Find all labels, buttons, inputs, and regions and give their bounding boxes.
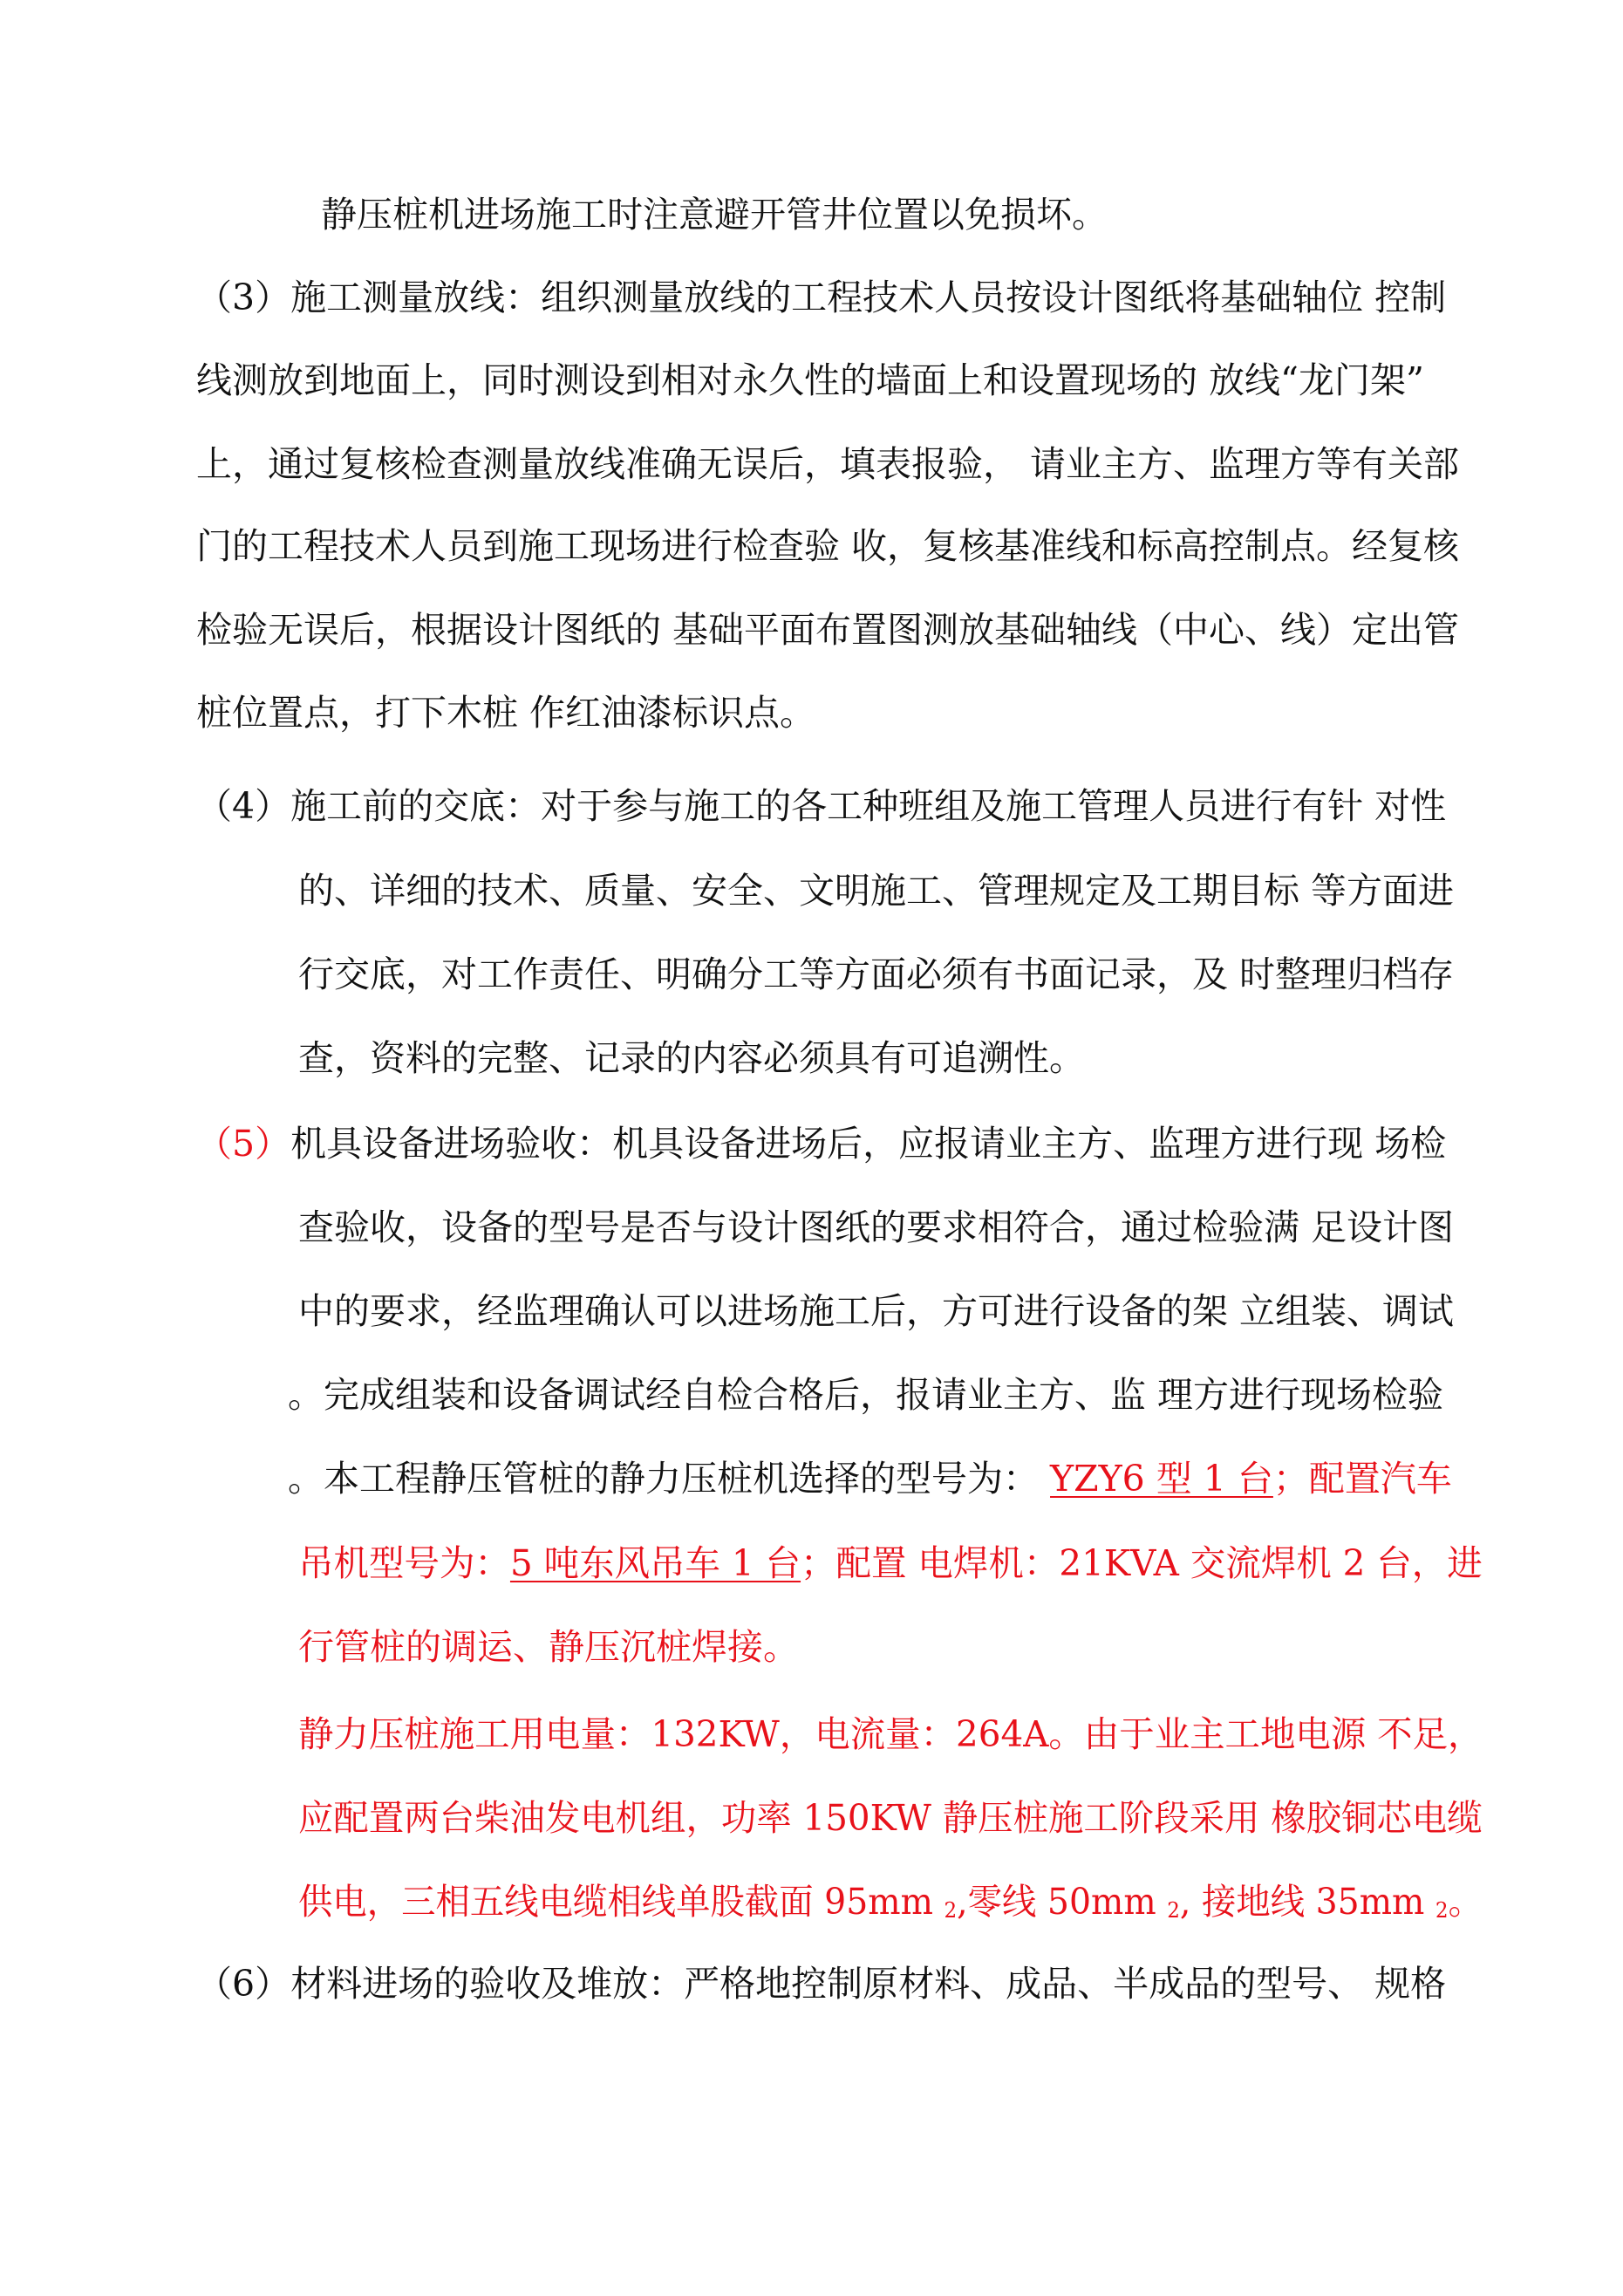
item5-line-7: 行管桩的调运、静压沉桩焊接。 xyxy=(298,1626,799,1668)
crane-model: 5 吨东风吊车 1 台 xyxy=(509,1542,801,1584)
item5-line-10-a: 供电，三相五线电缆相线单股截面 95mm xyxy=(298,1881,944,1923)
item3-line-2: 线测放到地面上，同时测设到相对永久性的墙面上和设置现场的 放线“龙门架” xyxy=(196,359,1424,401)
item5-line-10-c: , 接地线 35mm xyxy=(1179,1881,1435,1923)
pile-machine-model: YZY6 型 1 台 xyxy=(1050,1458,1273,1500)
item5-line-4: 。完成组装和设备调试经自检合格后，报请业主方、监 理方进行现场检验 xyxy=(288,1374,1444,1416)
item5-line-6 xyxy=(298,1537,1483,1589)
item4-line-2: 的、详细的技术、质量、安全、文明施工、管理规定及工期目标 等方面进 xyxy=(298,870,1455,912)
item5-line-1 xyxy=(196,1117,1446,1170)
item5-line-5 xyxy=(288,1452,1452,1505)
item5-line-10 xyxy=(298,1876,1483,1928)
item5-line-3: 中的要求，经监理确认可以进场施工后，方可进行设备的架 立组装、调试 xyxy=(298,1290,1455,1332)
item3-line-5: 检验无误后，根据设计图纸的 基础平面布置图测放基础轴线（中心、线）定出管 xyxy=(196,609,1460,651)
item3-line-6: 桩位置点，打下木桩 作红油漆标识点。 xyxy=(196,692,816,734)
item5-line-10-b: ,零线 50mm xyxy=(957,1881,1168,1923)
item5-line-1-text: 机具设备进场验收：机具设备进场后，应报请业主方、监理方进行现 场检 xyxy=(290,1123,1447,1165)
item4-line-3: 行交底，对工作责任、明确分工等方面必须有书面记录，及 时整理归档存 xyxy=(298,953,1455,995)
item5-line-9: 应配置两台柴油发电机组，功率 150KW 静压桩施工阶段采用 橡胶铜芯电缆 xyxy=(298,1797,1483,1839)
item3-line-3: 上，通过复核检查测量放线准确无误后，填表报验， 请业主方、监理方等有关部 xyxy=(196,443,1460,485)
item5-line-6-b: ；配置 电焊机：21KVA 交流焊机 2 台，进 xyxy=(801,1542,1483,1584)
item4-line-4: 查，资料的完整、记录的内容必须具有可追溯性。 xyxy=(298,1037,1085,1079)
item5-line-5-red: ；配置汽车 xyxy=(1272,1458,1452,1500)
item5-sub-3: 2 xyxy=(1435,1898,1449,1923)
item5-line-6-a: 吊机型号为： xyxy=(298,1542,510,1584)
item5-sub-2: 2 xyxy=(1167,1898,1180,1923)
item5-line-2: 查验收，设备的型号是否与设计图纸的要求相符合，通过检验满 足设计图 xyxy=(298,1206,1455,1248)
item3-line-1: （3）施工测量放线：组织测量放线的工程技术人员按设计图纸将基础轴位 控制 xyxy=(196,277,1447,318)
note-line-1: 静压桩机进场施工时注意避开管井位置以免损坏。 xyxy=(321,194,1108,236)
item3-line-4: 门的工程技术人员到施工现场进行检查验 收，复核基准线和标高控制点。经复核 xyxy=(196,525,1460,567)
item4-line-1: （4）施工前的交底：对于参与施工的各工种班组及施工管理人员进行有针 对性 xyxy=(196,785,1447,827)
item5-line-10-d: 。 xyxy=(1448,1881,1483,1923)
item5-sub-1: 2 xyxy=(944,1898,958,1923)
item6-line-1: （6）材料进场的验收及堆放：严格地控制原材料、成品、半成品的型号、 规格 xyxy=(196,1963,1447,2005)
item5-line-5-black: 。本工程静压管桩的静力压桩机选择的型号为： xyxy=(288,1458,1051,1500)
item5-line-8: 静力压桩施工用电量：132KW，电流量：264A。由于业主工地电源 不足， xyxy=(298,1713,1483,1755)
item5-prefix: （5） xyxy=(196,1123,291,1165)
